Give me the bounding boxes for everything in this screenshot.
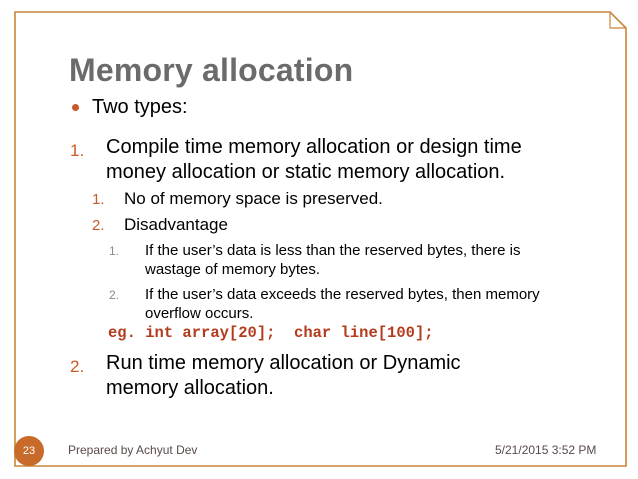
page-title: Memory allocation	[69, 52, 354, 88]
item-text-line: money allocation or static memory allocation.	[106, 161, 506, 183]
bullet-dot-icon	[72, 104, 79, 111]
page-number-badge: 23	[14, 436, 44, 466]
subsubitem-text: If the user’s data is less than the reserved bytes, there is wastage of memory bytes.	[145, 242, 521, 278]
code-example: eg. int array[20]; char line[100];	[108, 324, 434, 342]
item-number: 1.	[70, 141, 85, 160]
subitem-text: Disadvantage	[124, 215, 228, 234]
item-text-line: memory allocation.	[106, 377, 274, 399]
subitem-text: No of memory space is preserved.	[124, 189, 383, 208]
subsubitem-number: 2.	[109, 288, 120, 302]
intro-text: Two types:	[92, 96, 188, 118]
item-text-line: Compile time memory allocation or design time	[106, 136, 522, 158]
footer-datetime: 5/21/2015 3:52 PM	[495, 443, 597, 457]
item-text-line: Run time memory allocation or Dynamic	[106, 352, 461, 374]
subsubitem-text: If the user’s data exceeds the reserved bytes, then memory overflow occurs.	[145, 286, 540, 322]
subitem-number: 1.	[92, 191, 105, 208]
footer-author: Prepared by Achyut Dev	[68, 443, 198, 457]
subitem-number: 2.	[92, 217, 105, 234]
subsubitem-number: 1.	[109, 244, 120, 258]
item-number: 2.	[70, 357, 85, 376]
